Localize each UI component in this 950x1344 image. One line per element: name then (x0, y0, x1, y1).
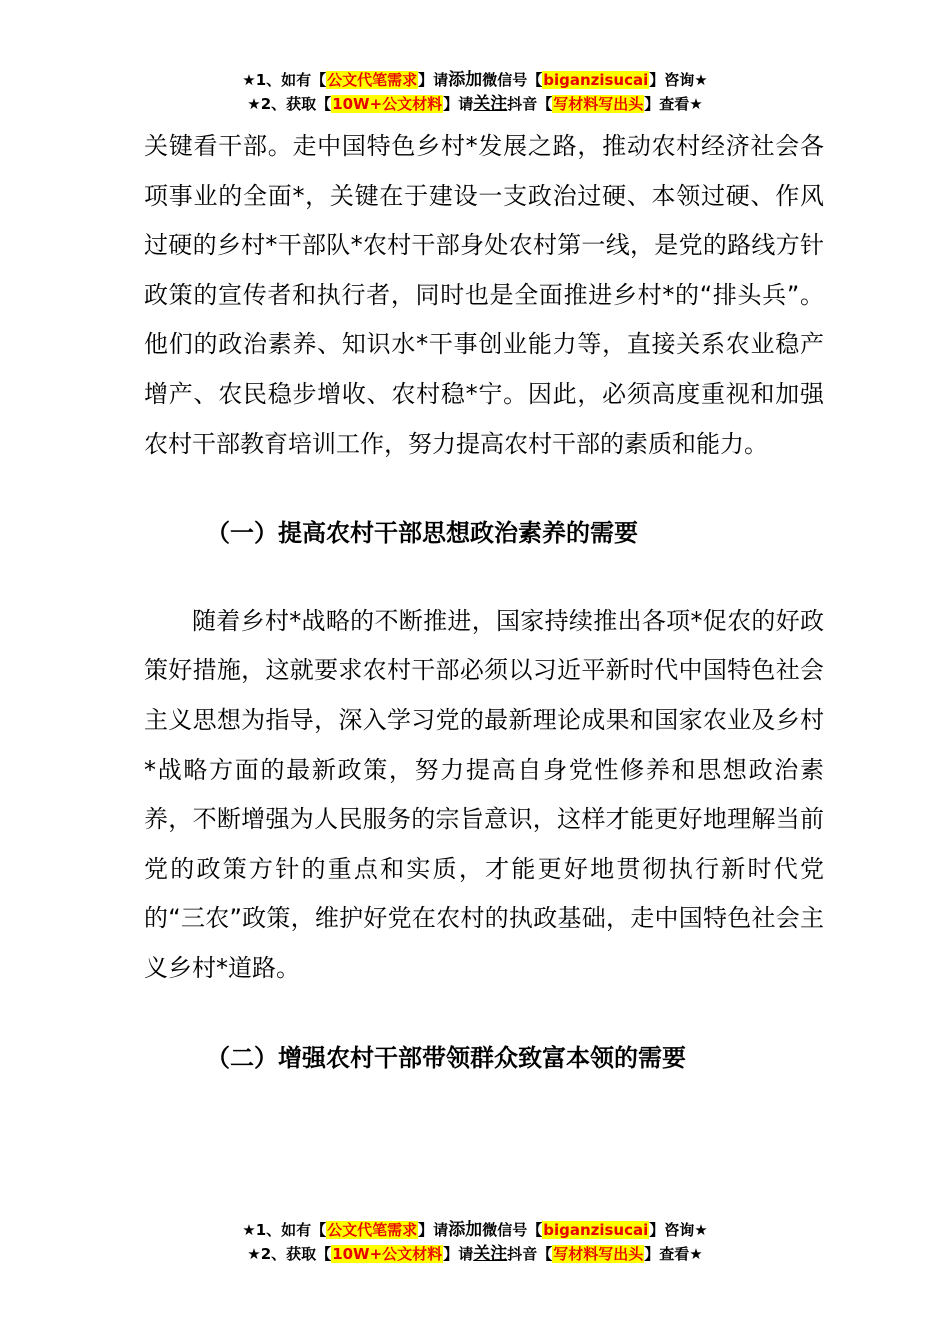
section-heading-2: （二）增强农村干部带领群众致富本领的需要 (206, 1043, 686, 1072)
highlight-wechat-id: biganzisucai (543, 71, 649, 89)
footer-line-1: ★1、如有【公文代笔需求】请添加微信号【biganzisucai】咨询★ (242, 1220, 708, 1240)
banner-line-1: ★1、如有【公文代笔需求】请添加微信号【biganzisucai】咨询★ (242, 70, 708, 90)
section-heading-1: （一）提高农村干部思想政治素养的需要 (206, 519, 638, 548)
paragraph-section-1: 随着乡村*战略的不断推进，国家持续推出各项*促农的好政策好措施，这就要求农村干部必须以习近平新时代中国特色社会主义思想为指导，深入学习党的最新理论成果和国家农业及乡村*战略方面的最新政策，努力提高自身党性修养和思想政治素养，不断增强为人民服务的宗旨意识，这样才能更好地理解当前党的政策方针的重点和实质，才能更好地贯彻执行新时代党的“三农”政策，维护好党在农村的执政基础，走中国特色社会主义乡村*道路。 (144, 606, 824, 982)
highlight-materials: 10W+公文材料 (332, 95, 443, 113)
highlight-service: 公文代笔需求 (327, 1221, 418, 1239)
highlight-wechat-id: biganzisucai (543, 1221, 649, 1239)
banner-line-2: ★2、获取【10W+公文材料】请关注抖音【写材料写出头】查看★ (247, 94, 703, 114)
highlight-douyin-id: 写材料写出头 (553, 1245, 644, 1263)
highlight-materials: 10W+公文材料 (332, 1245, 443, 1263)
highlight-service: 公文代笔需求 (327, 71, 418, 89)
document-body (144, 122, 824, 1083)
highlight-douyin-id: 写材料写出头 (553, 95, 644, 113)
paragraph-intro: 关键看干部。走中国特色乡村*发展之路，推动农村经济社会各项事业的全面*，关键在于建设一支政治过硬、本领过硬、作风过硬的乡村*干部队*农村干部身处农村第一线，是党的路线方针政策的宣传者和执行者，同时也是全面推进乡村*的“排头兵”。他们的政治素养、知识水*干事创业能力等，直接关系农业稳产增产、农民稳步增收、农村稳*宁。因此，必须高度重视和加强农村干部教育培训工作，努力提高农村干部的素质和能力。 (144, 132, 824, 458)
header-banner (0, 68, 950, 116)
footer-banner (0, 1218, 950, 1266)
footer-line-2: ★2、获取【10W+公文材料】请关注抖音【写材料写出头】查看★ (247, 1244, 703, 1264)
